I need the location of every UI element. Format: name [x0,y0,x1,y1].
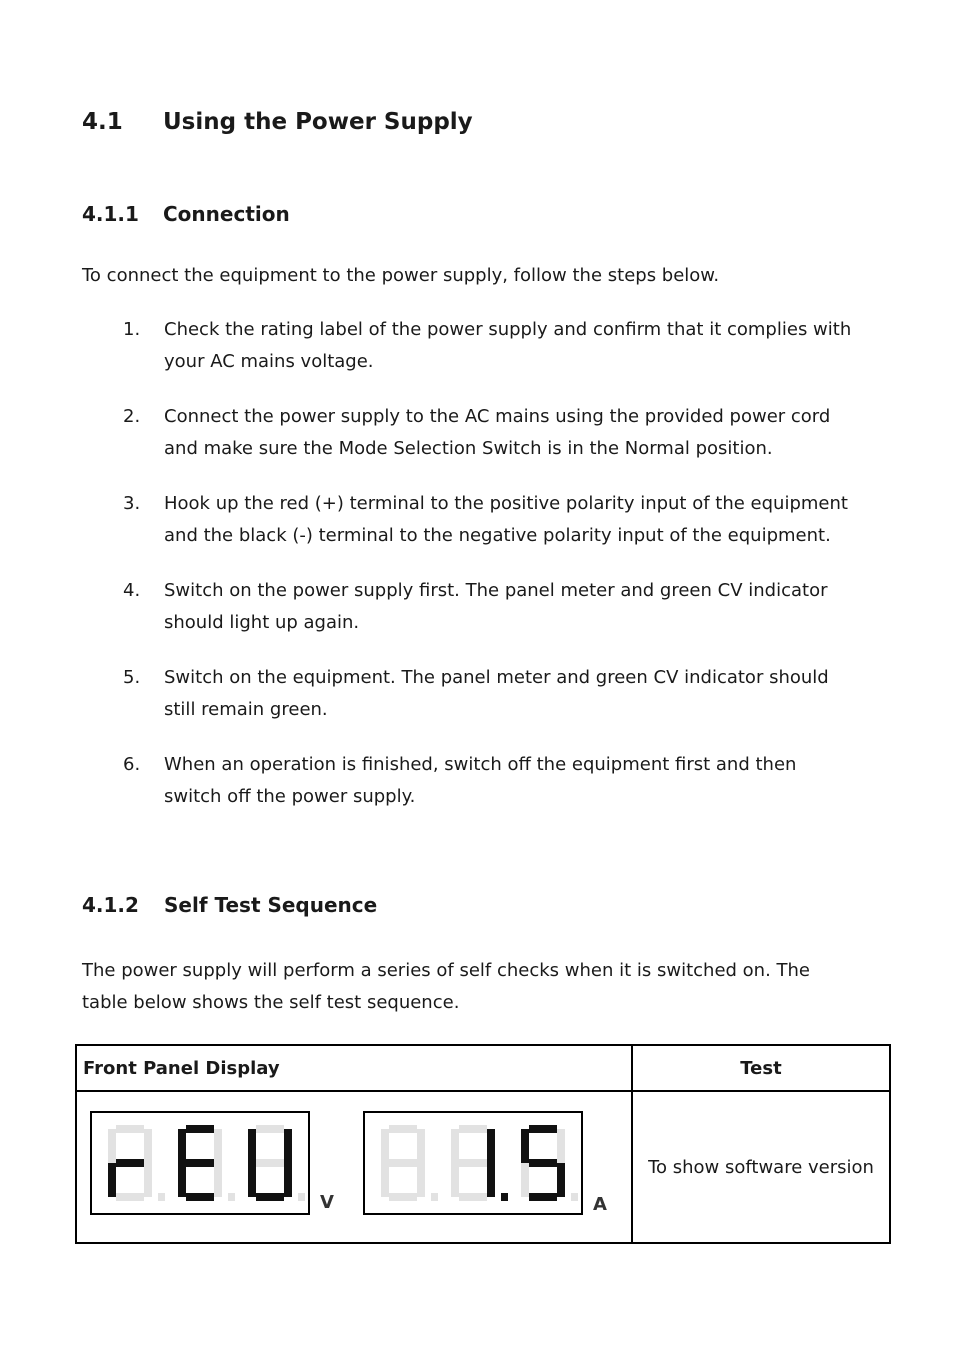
step-number: 6. [123,754,141,775]
section-number: 4.1 [82,109,123,135]
segment-g [459,1159,487,1167]
subsection-title: Self Test Sequence [164,893,378,917]
segment-c [487,1163,495,1197]
step-number: 4. [123,580,141,601]
current-display [363,1111,583,1215]
step-number: 5. [123,667,141,688]
connection-intro: To connect the equipment to the power supply, follow the steps below. [82,265,720,286]
section-title: Using the Power Supply [163,109,473,135]
segment-c [214,1163,222,1197]
front-panel-display-cell [76,1091,632,1243]
segment-b [144,1129,152,1163]
table-row [76,1091,890,1243]
current-display-digits [365,1113,581,1213]
segment-f [521,1129,529,1163]
segment-d [256,1193,284,1201]
segment-f [451,1129,459,1163]
segment-e [178,1163,186,1197]
step-line: switch off the power supply. [164,786,416,807]
subsection-title: Connection [163,202,290,226]
segment-f [108,1129,116,1163]
step-line: When an operation is finished, switch off the equipment first and then [164,754,797,775]
step-line: Switch on the power supply first. The panel meter and green CV indicator [164,580,828,601]
selftest-intro [82,955,862,1019]
segment-d [459,1193,487,1201]
decimal-point [431,1193,438,1201]
selftest-intro-line: The power supply will perform a series of self checks when it is switched on. The [82,960,811,981]
segment-e [521,1163,529,1197]
segment-e [451,1163,459,1197]
step-line: Connect the power supply to the AC mains using the provided power cord [164,406,831,427]
segment-c [284,1163,292,1197]
subsection-heading-connection [82,202,582,230]
segment-e [248,1163,256,1197]
segment-b [214,1129,222,1163]
step-line: should light up again. [164,612,360,633]
segment-c [557,1163,565,1197]
subsection-heading-selftest [82,893,582,921]
voltage-display [90,1111,310,1215]
step-item [123,749,883,813]
section-heading [82,109,582,141]
step-line: and the black (-) terminal to the negative polarity input of the equipment. [164,525,831,546]
segment-g [529,1159,557,1167]
decimal-point [571,1193,578,1201]
test-cell: To show software version [632,1091,890,1243]
segment-d [186,1193,214,1201]
segment-d [389,1193,417,1201]
step-item [123,575,883,639]
segment-d [116,1193,144,1201]
step-line: still remain green. [164,699,328,720]
segment-g [389,1159,417,1167]
step-item [123,314,883,378]
step-line: Check the rating label of the power supply and confirm that it complies with [164,319,852,340]
segment-g [256,1159,284,1167]
segment-a [459,1125,487,1133]
voltage-unit: V [320,1192,334,1213]
segment-b [487,1129,495,1163]
segment-a [389,1125,417,1133]
segment-b [284,1129,292,1163]
decimal-point [228,1193,235,1201]
segment-e [381,1163,389,1197]
connection-steps [123,314,883,836]
segment-g [186,1159,214,1167]
segment-a [529,1125,557,1133]
segment-a [186,1125,214,1133]
segment-b [417,1129,425,1163]
selftest-table [75,1044,891,1244]
step-number: 2. [123,406,141,427]
segment-b [557,1129,565,1163]
step-number: 1. [123,319,141,340]
column-header-display: Front Panel Display [76,1045,632,1091]
step-item [123,401,883,465]
current-unit: A [593,1194,607,1215]
step-number: 3. [123,493,141,514]
segment-f [248,1129,256,1163]
segment-f [178,1129,186,1163]
selftest-intro-line: table below shows the self test sequence. [82,992,460,1013]
decimal-point [158,1193,165,1201]
segment-d [529,1193,557,1201]
step-line: Switch on the equipment. The panel meter and green CV indicator should [164,667,829,688]
segment-f [381,1129,389,1163]
decimal-point [501,1193,508,1201]
voltage-display-digits [92,1113,308,1213]
step-line: and make sure the Mode Selection Switch is in the Normal position. [164,438,773,459]
segment-c [144,1163,152,1197]
step-line: Hook up the red (+) terminal to the positive polarity input of the equipment [164,493,848,514]
column-header-test: Test [632,1045,890,1091]
segment-g [116,1159,144,1167]
step-item [123,488,883,552]
front-panel-display [77,1092,631,1242]
segment-e [108,1163,116,1197]
subsection-number: 4.1.1 [82,202,139,226]
decimal-point [298,1193,305,1201]
table-header-row [76,1045,890,1091]
step-item [123,662,883,726]
segment-a [256,1125,284,1133]
segment-a [116,1125,144,1133]
subsection-number: 4.1.2 [82,893,139,917]
step-line: your AC mains voltage. [164,351,374,372]
segment-c [417,1163,425,1197]
